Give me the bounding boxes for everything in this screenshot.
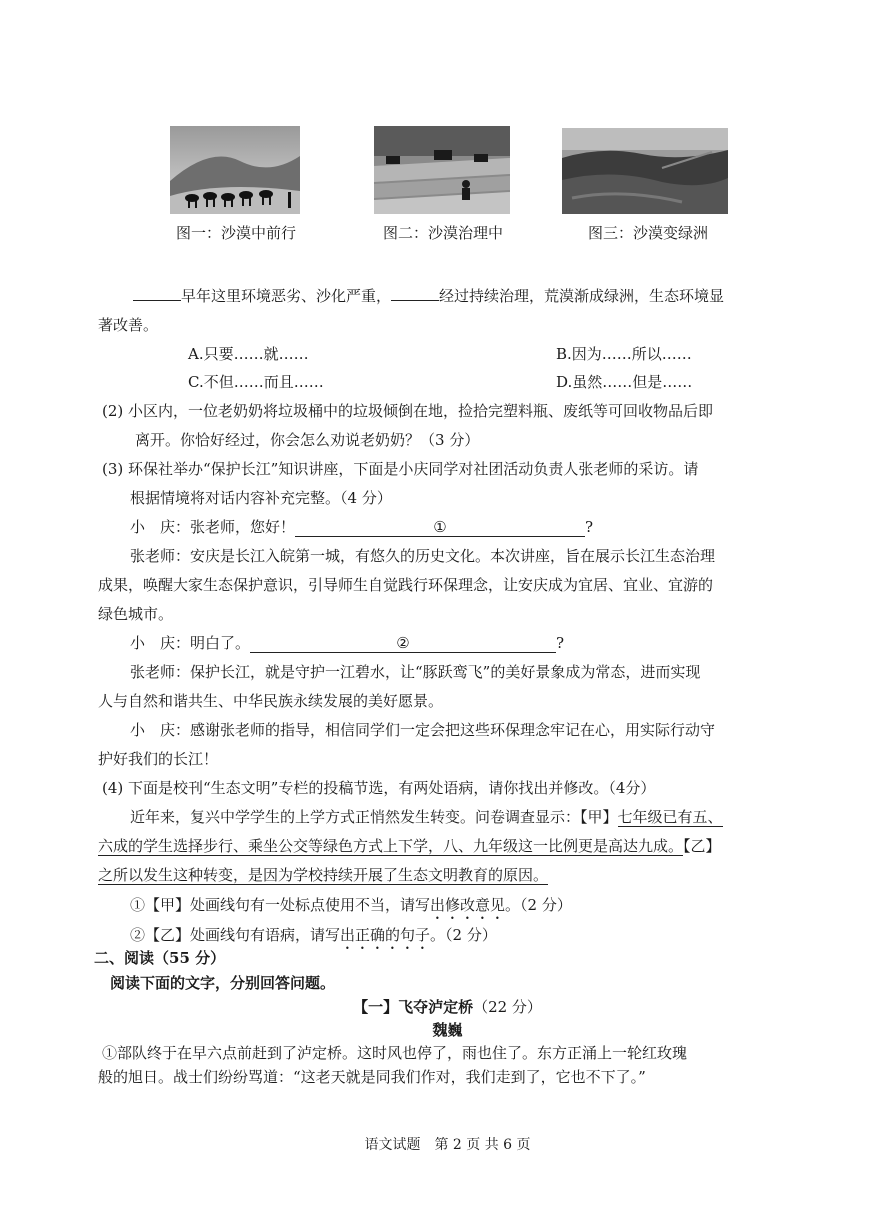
q4-sub2-text-a: ②【乙】处画线句有语病，请写 (130, 926, 341, 944)
q3-dialog-1-end: ? (585, 518, 594, 536)
q3-blank-2-mark: ② (396, 634, 410, 652)
q4-underlined-yi: 之所以发生这种转变，是因为学校持续开展了生态文明教育的原因。 (98, 866, 549, 884)
article-para-1-line1: ①部队终于在早六点前赶到了泸定桥。这时风也停了，雨也住了。东方正涌上一轮红玫瑰 (102, 1044, 688, 1062)
q4-passage-text-1: 近年来，复兴中学学生的上学方式正悄然发生转变。问卷调查显示：【甲】 (130, 808, 618, 826)
q4-sub1-emphasis: 出修改意见 (430, 896, 506, 914)
q4-underlined-jia-1: 七年级已有五、 (617, 808, 723, 826)
q1-line2: 著改善。 (98, 316, 159, 334)
q3-dialog-1 (130, 516, 593, 537)
q3-dialog-4-line2: 人与自然和谐共生、中华民族永续发展的美好愿景。 (98, 692, 444, 710)
q1-line1-part-b: 经过持续治理，荒漠渐成绿洲，生态环境显 (439, 287, 725, 305)
q1-option-d: D.虽然……但是…… (556, 373, 693, 391)
q1-line1-part-a: 早年这里环境恶劣、沙化严重， (181, 287, 392, 305)
q4-sub2-emphasis: 出正确的句子 (340, 926, 431, 944)
q3-dialog-5-line1: 小 庆：感谢张老师的指导，相信同学们一定会把这些环保理念牢记在心，用实际行动守 (130, 721, 716, 739)
figure-1-caption: 图一：沙漠中前行 (176, 224, 297, 242)
q1-blank-1 (133, 286, 181, 301)
q3-dialog-4-line1: 张老师：保护长江，就是守护一江碧水，让“豚跃鸾飞”的美好景象成为常态，进而实现 (130, 663, 701, 681)
q3-line2: 根据情境将对话内容补充完整。（4 分） (130, 489, 392, 507)
article-para-1-line2: 般的旭日。战士们纷纷骂道：“这老天就是同我们作对，我们走到了，它也不下了。” (98, 1068, 646, 1086)
q2-line1: (2) 小区内，一位老奶奶将垃圾桶中的垃圾倾倒在地，捡拾完塑料瓶、废纸等可回收物品后即 (102, 402, 714, 420)
article-title (0, 996, 895, 1017)
article-author: 魏巍 (432, 1021, 463, 1039)
figure-3-caption: 图三：沙漠变绿洲 (588, 224, 709, 242)
q4-subquestion-1 (130, 894, 572, 923)
q4-passage-line3 (98, 864, 548, 885)
q3-answer-blank-2[interactable] (250, 634, 556, 653)
q4-passage-line1 (130, 806, 723, 827)
q4-passage-line2 (98, 835, 721, 856)
q1-blank-2 (391, 286, 439, 301)
q4-underlined-jia-2: 六成的学生选择步行、乘坐公交等绿色方式上下学，八、九年级这一比例更是高达九成。 (98, 837, 684, 855)
q3-blank-1-mark: ① (433, 518, 447, 536)
q2-line2: 离开。你恰好经过，你会怎么劝说老奶奶？（3 分） (135, 431, 480, 449)
q4-sub2-text-b: 。（2 分） (430, 926, 497, 944)
section-2-title: 二、阅读（55 分） (94, 949, 226, 967)
q4-sub1-text-b: 。（2 分） (505, 896, 572, 914)
q4-line1: (4) 下面是校刊“生态文明”专栏的投稿节选，有两处语病，请你找出并修改。（4分） (102, 779, 656, 797)
q3-answer-blank-1[interactable] (295, 518, 585, 537)
q4-sub1-text-a: ①【甲】处画线句有一处标点使用不当，请写 (130, 896, 431, 914)
q3-dialog-3 (130, 632, 564, 653)
q1-option-b: B.因为……所以…… (556, 345, 692, 363)
q3-dialog-5-line2: 护好我们的长江！ (98, 750, 219, 768)
page-footer: 语文试题 第 2 页 共 6 页 (364, 1137, 531, 1153)
figure-1-desert-camels (170, 126, 300, 214)
article-title-text: 【一】飞夺泸定桥 (353, 998, 474, 1016)
figure-2-caption: 图二：沙漠治理中 (383, 224, 504, 242)
section-2-intro: 阅读下面的文字，分别回答问题。 (110, 974, 336, 992)
q3-dialog-3-end: ? (556, 634, 565, 652)
q1-option-c: C.不但……而且…… (188, 373, 324, 391)
figure-3-desert-oasis (562, 128, 728, 214)
q3-dialog-2-line1: 张老师：安庆是长江入皖第一城，有悠久的历史文化。本次讲座，旨在展示长江生态治理 (130, 547, 716, 565)
article-score: （22 分） (473, 998, 542, 1016)
q4-marker-yi: 【乙】 (683, 837, 721, 855)
q3-dialog-2-line2: 成果，唤醒大家生态保护意识，引导师生自觉践行环保理念，让安庆成为宜居、宜业、宜游的 (98, 576, 714, 594)
figure-2-desert-treatment (374, 126, 510, 214)
q1-line1 (133, 285, 724, 306)
q1-option-a: A.只要……就…… (188, 345, 309, 363)
q3-dialog-1-text: 小 庆：张老师，您好！ (130, 518, 296, 536)
q3-dialog-3-text: 小 庆：明白了。 (130, 634, 251, 652)
q3-dialog-2-line3: 绿色城市。 (98, 605, 174, 623)
q3-line1: (3) 环保社举办“保护长江”知识讲座，下面是小庆同学对社团活动负责人张老师的采访。请 (102, 460, 699, 478)
